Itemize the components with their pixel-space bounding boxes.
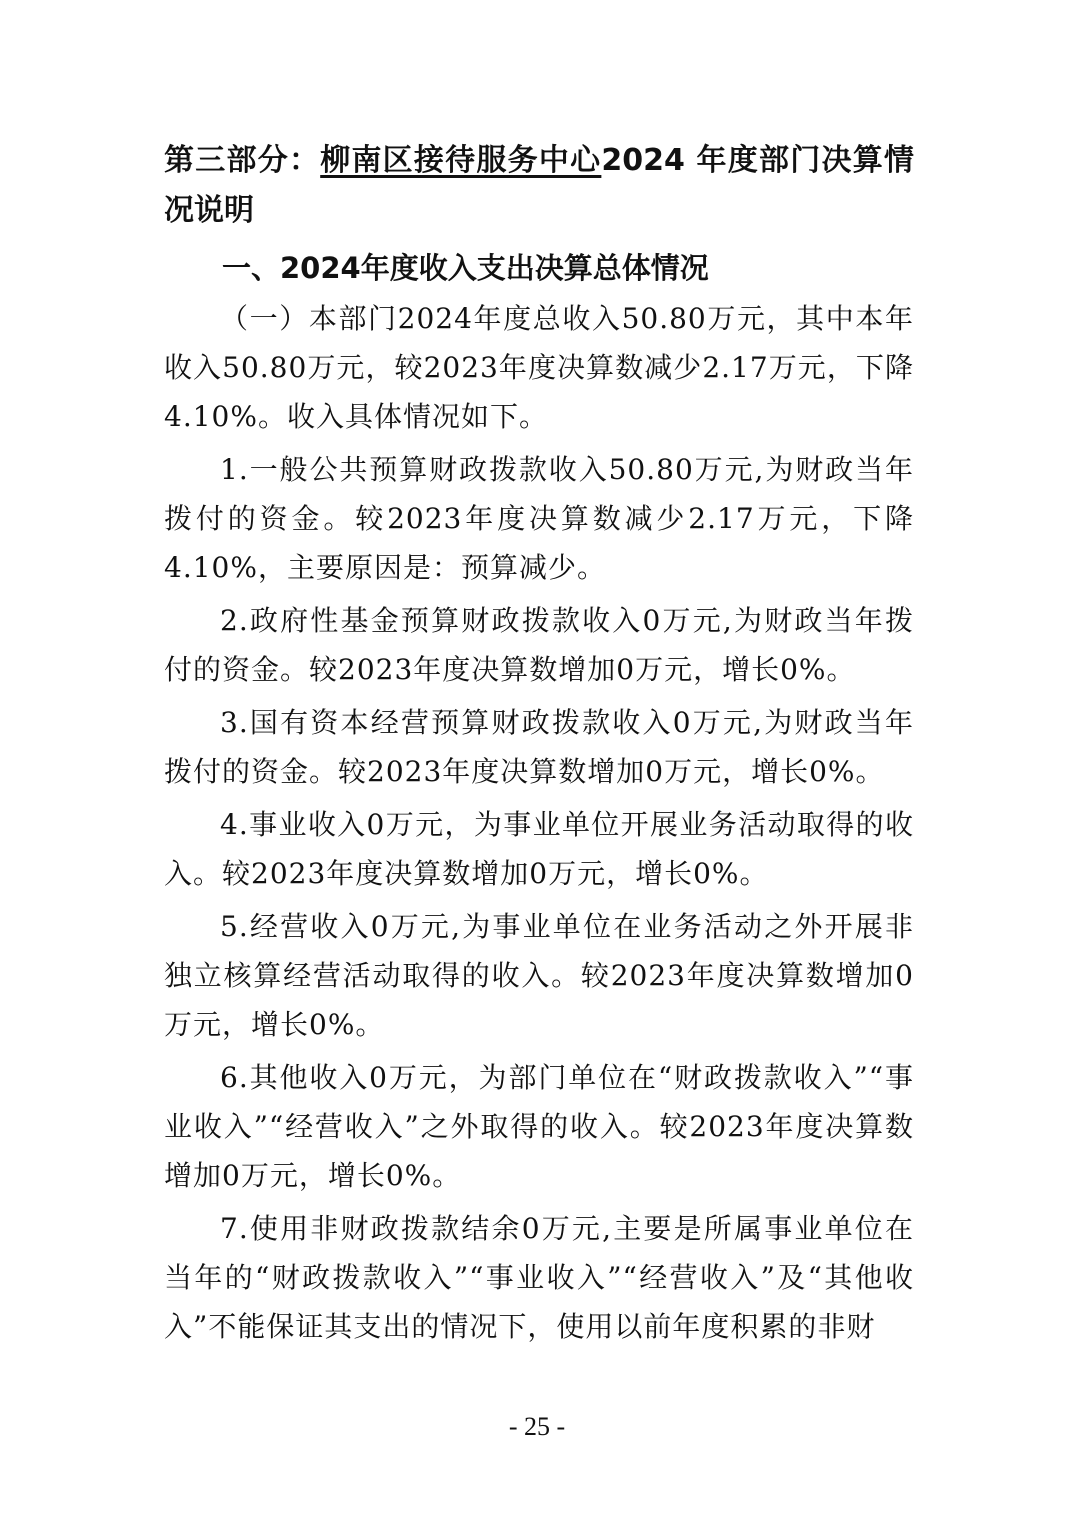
paragraph-other-income: 6.其他收入0万元，为部门单位在“财政拨款收入”“事业收入”“经营收入”之外取得的收入。较2023年度决算数增加0万元，增长0%。 bbox=[164, 1061, 914, 1192]
document-page bbox=[164, 136, 914, 1351]
page-number: - 25 - bbox=[508, 1412, 566, 1441]
document-title bbox=[164, 136, 914, 236]
paragraph-operating-income: 5.经营收入0万元,为事业单位在业务活动之外开展非独立核算经营活动取得的收入。较2023年度决算数增加0万元，增长0%。 bbox=[164, 910, 914, 1041]
title-prefix: 第三部分： bbox=[164, 143, 321, 178]
paragraph-state-capital: 3.国有资本经营预算财政拨款收入0万元,为财政当年拨付的资金。较2023年度决算数增加0万元，增长0%。 bbox=[164, 706, 914, 788]
title-suffix: 2024 年度部门决算情况说明 bbox=[164, 143, 914, 228]
paragraph-non-fiscal-balance: 7.使用非财政拨款结余0万元,主要是所属事业单位在当年的“财政拨款收入”“事业收入”“经营收入”及“其他收入”不能保证其支出的情况下，使用以前年度积累的非财 bbox=[164, 1212, 914, 1343]
paragraph-general-budget: 1.一般公共预算财政拨款收入50.80万元,为财政当年拨付的资金。较2023年度决算数减少2.17万元，下降4.10%，主要原因是：预算减少。 bbox=[164, 453, 914, 584]
title-department-name: 柳南区接待服务中心 bbox=[320, 143, 602, 178]
section-heading: 一、2024年度收入支出决算总体情况 bbox=[222, 251, 709, 285]
paragraph-government-fund: 2.政府性基金预算财政拨款收入0万元,为财政当年拨付的资金。较2023年度决算数增加0万元，增长0%。 bbox=[164, 604, 914, 686]
paragraph-total-income: （一）本部门2024年度总收入50.80万元，其中本年收入50.80万元，较2023年度决算数减少2.17万元，下降4.10%。收入具体情况如下。 bbox=[164, 302, 914, 433]
paragraph-business-income: 4.事业收入0万元，为事业单位开展业务活动取得的收入。较2023年度决算数增加0万元，增长0%。 bbox=[164, 808, 914, 890]
